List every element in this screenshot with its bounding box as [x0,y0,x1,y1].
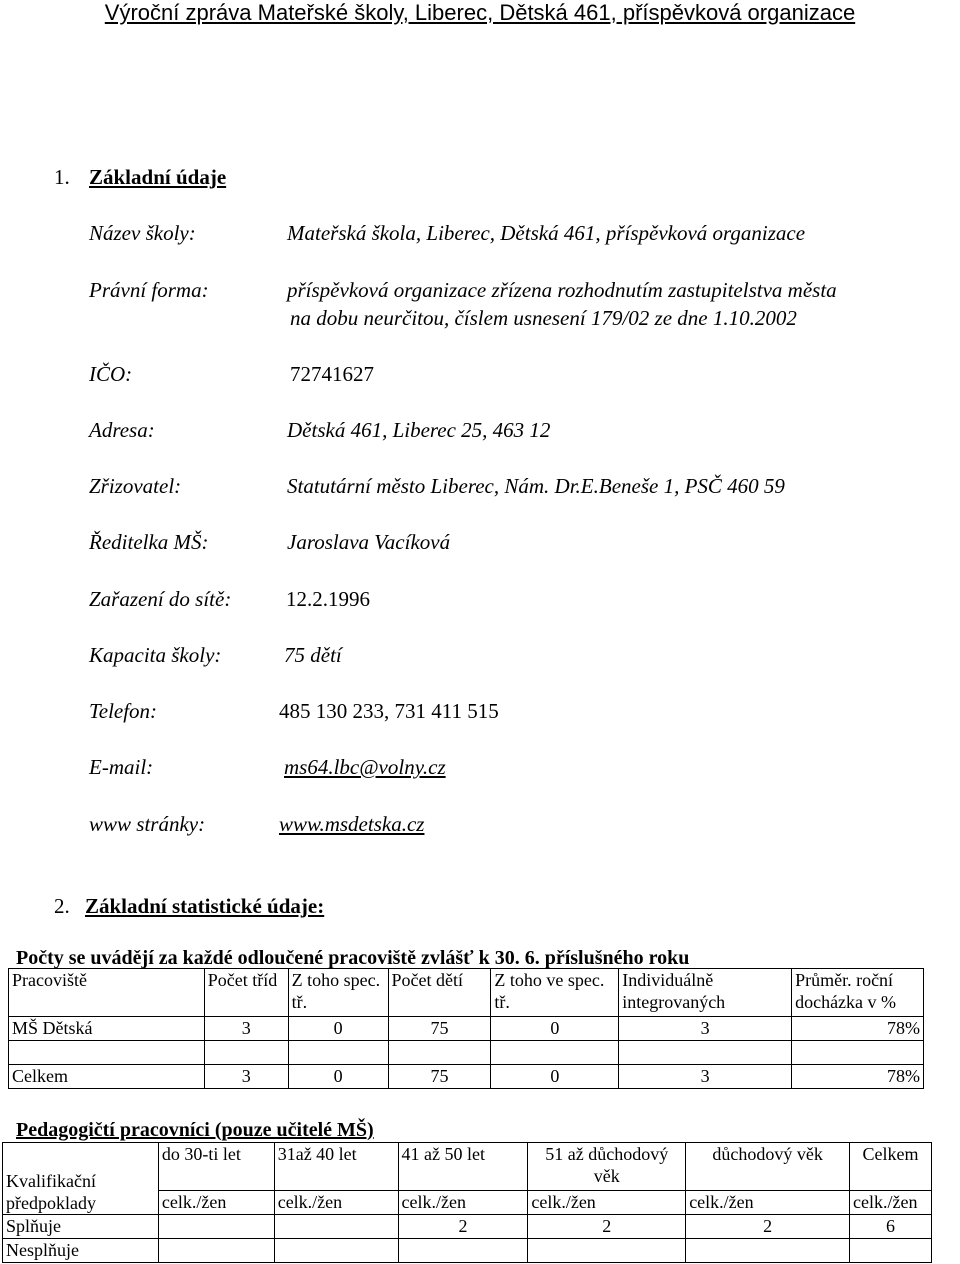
stats-cell [491,1041,619,1065]
stats-header-cell: Pracoviště [9,969,205,1017]
pedagog-col-header: 31až 40 let [274,1143,398,1191]
stats-cell [9,1041,205,1065]
section2-heading [54,893,324,919]
pedagog-sub-cell: celk./žen [850,1191,932,1215]
stats-header-cell: Z toho spec. tř. [288,969,388,1017]
pedagog-sub-cell: celk./žen [158,1191,274,1215]
stats-cell [619,1041,792,1065]
stats-cell: 3 [204,1065,288,1089]
stats-header-row [9,969,924,1017]
pedagog-cell: 2 [528,1215,686,1239]
stats-header-cell: Počet dětí [388,969,491,1017]
section2-note: Počty se uvádějí za každé odloučené pracoviště zvlášť k 30. 6. příslušného roku [16,947,690,969]
pedagog-row-label: Nesplňuje [3,1239,159,1263]
section2-title: Základní statistické údaje: [85,894,325,918]
stats-cell: 75 [388,1065,491,1089]
email-label: E-mail: [89,755,154,779]
pedagog-cell [528,1239,686,1263]
reditelka-value: Jaroslava Vacíková [287,530,451,554]
stats-cell: MŠ Dětská [9,1017,205,1041]
nazev-label: Název školy: [89,221,196,245]
adresa-label: Adresa: [89,418,155,442]
pedagog-sub-cell: celk./žen [686,1191,850,1215]
pedagog-col-header: 41 až 50 let [398,1143,528,1191]
table-row [9,1041,924,1065]
stats-cell: Celkem [9,1065,205,1089]
section1-number: 1. [54,165,70,189]
page-header [0,0,960,26]
forma-value-line1: příspěvková organizace zřízena rozhodnutím zastupitelstva města [287,278,837,302]
zarazeni-value: 12.2.1996 [286,587,370,611]
pedagog-table [2,1142,932,1263]
zarazeni-label: Zařazení do sítě: [89,587,232,611]
stats-header-cell: Počet tříd [204,969,288,1017]
adresa-value: Dětská 461, Liberec 25, 463 12 [287,418,551,442]
stats-cell: 0 [288,1065,388,1089]
stats-cell: 0 [491,1065,619,1089]
reditelka-label: Ředitelka MŠ: [89,530,209,554]
table-row [3,1239,932,1263]
pedagog-cell [274,1239,398,1263]
pedagog-header-row [3,1143,932,1191]
pedagog-cell: 6 [850,1215,932,1239]
stats-header-cell: Individuálně integrovaných [619,969,792,1017]
pedagog-cell [158,1239,274,1263]
table-row [9,1017,924,1041]
stats-cell: 0 [491,1017,619,1041]
stats-cell: 78% [792,1065,924,1089]
stats-header-cell: Z toho ve spec. tř. [491,969,619,1017]
section1-heading [54,164,226,190]
pedagog-cell [686,1239,850,1263]
forma-label: Právní forma: [89,278,209,302]
www-label: www stránky: [89,812,206,836]
stats-header-cell: Průměr. roční docházka v % [792,969,924,1017]
stats-cell: 78% [792,1017,924,1041]
pedagog-cell [274,1215,398,1239]
zrizovatel-value: Statutární město Liberec, Nám. Dr.E.Beneše 1, PSČ 460 59 [287,474,785,498]
stats-cell: 0 [288,1017,388,1041]
ico-label: IČO: [89,362,133,386]
table-row [9,1065,924,1089]
pedagog-sub-cell: celk./žen [528,1191,686,1215]
header-title: Výroční zpráva Mateřské školy, Liberec, Dětská 461, příspěvková organizace [104,0,856,25]
stats-cell: 3 [619,1065,792,1089]
stats-cell: 75 [388,1017,491,1041]
pedagog-cell [850,1239,932,1263]
ico-value: 72741627 [290,362,374,386]
section2-number: 2. [54,894,70,918]
stats-cell [288,1041,388,1065]
telefon-label: Telefon: [89,699,158,723]
pedagog-row-header: Kvalifikační předpoklady [3,1143,159,1215]
pedagog-cell [158,1215,274,1239]
www-link[interactable]: www.msdetska.cz [279,812,425,836]
nazev-value: Mateřská škola, Liberec, Dětská 461, příspěvková organizace [287,221,806,245]
pedagog-col-header: Celkem [850,1143,932,1191]
pedagog-title: Pedagogičtí pracovníci (pouze učitelé MŠ) [16,1119,374,1141]
stats-cell: 3 [204,1017,288,1041]
pedagog-col-header: důchodový věk [686,1143,850,1191]
telefon-value: 485 130 233, 731 411 515 [279,699,499,723]
kapacita-value: 75 dětí [284,643,342,667]
pedagog-col-header: do 30-ti let [158,1143,274,1191]
pedagog-cell [398,1239,528,1263]
zrizovatel-label: Zřizovatel: [89,474,182,498]
pedagog-row-label: Splňuje [3,1215,159,1239]
table-row [3,1215,932,1239]
forma-value-line2: na dobu neurčitou, číslem usnesení 179/02 ze dne 1.10.2002 [290,306,797,330]
pedagog-cell: 2 [398,1215,528,1239]
stats-table [8,968,924,1089]
section1-title: Základní údaje [89,165,227,189]
stats-cell [388,1041,491,1065]
email-link[interactable]: ms64.lbc@volny.cz [284,755,446,779]
pedagog-cell: 2 [686,1215,850,1239]
stats-cell [792,1041,924,1065]
pedagog-col-header: 51 až důchodový věk [528,1143,686,1191]
pedagog-sub-cell: celk./žen [398,1191,528,1215]
stats-cell [204,1041,288,1065]
stats-cell: 3 [619,1017,792,1041]
kapacita-label: Kapacita školy: [89,643,222,667]
pedagog-sub-cell: celk./žen [274,1191,398,1215]
